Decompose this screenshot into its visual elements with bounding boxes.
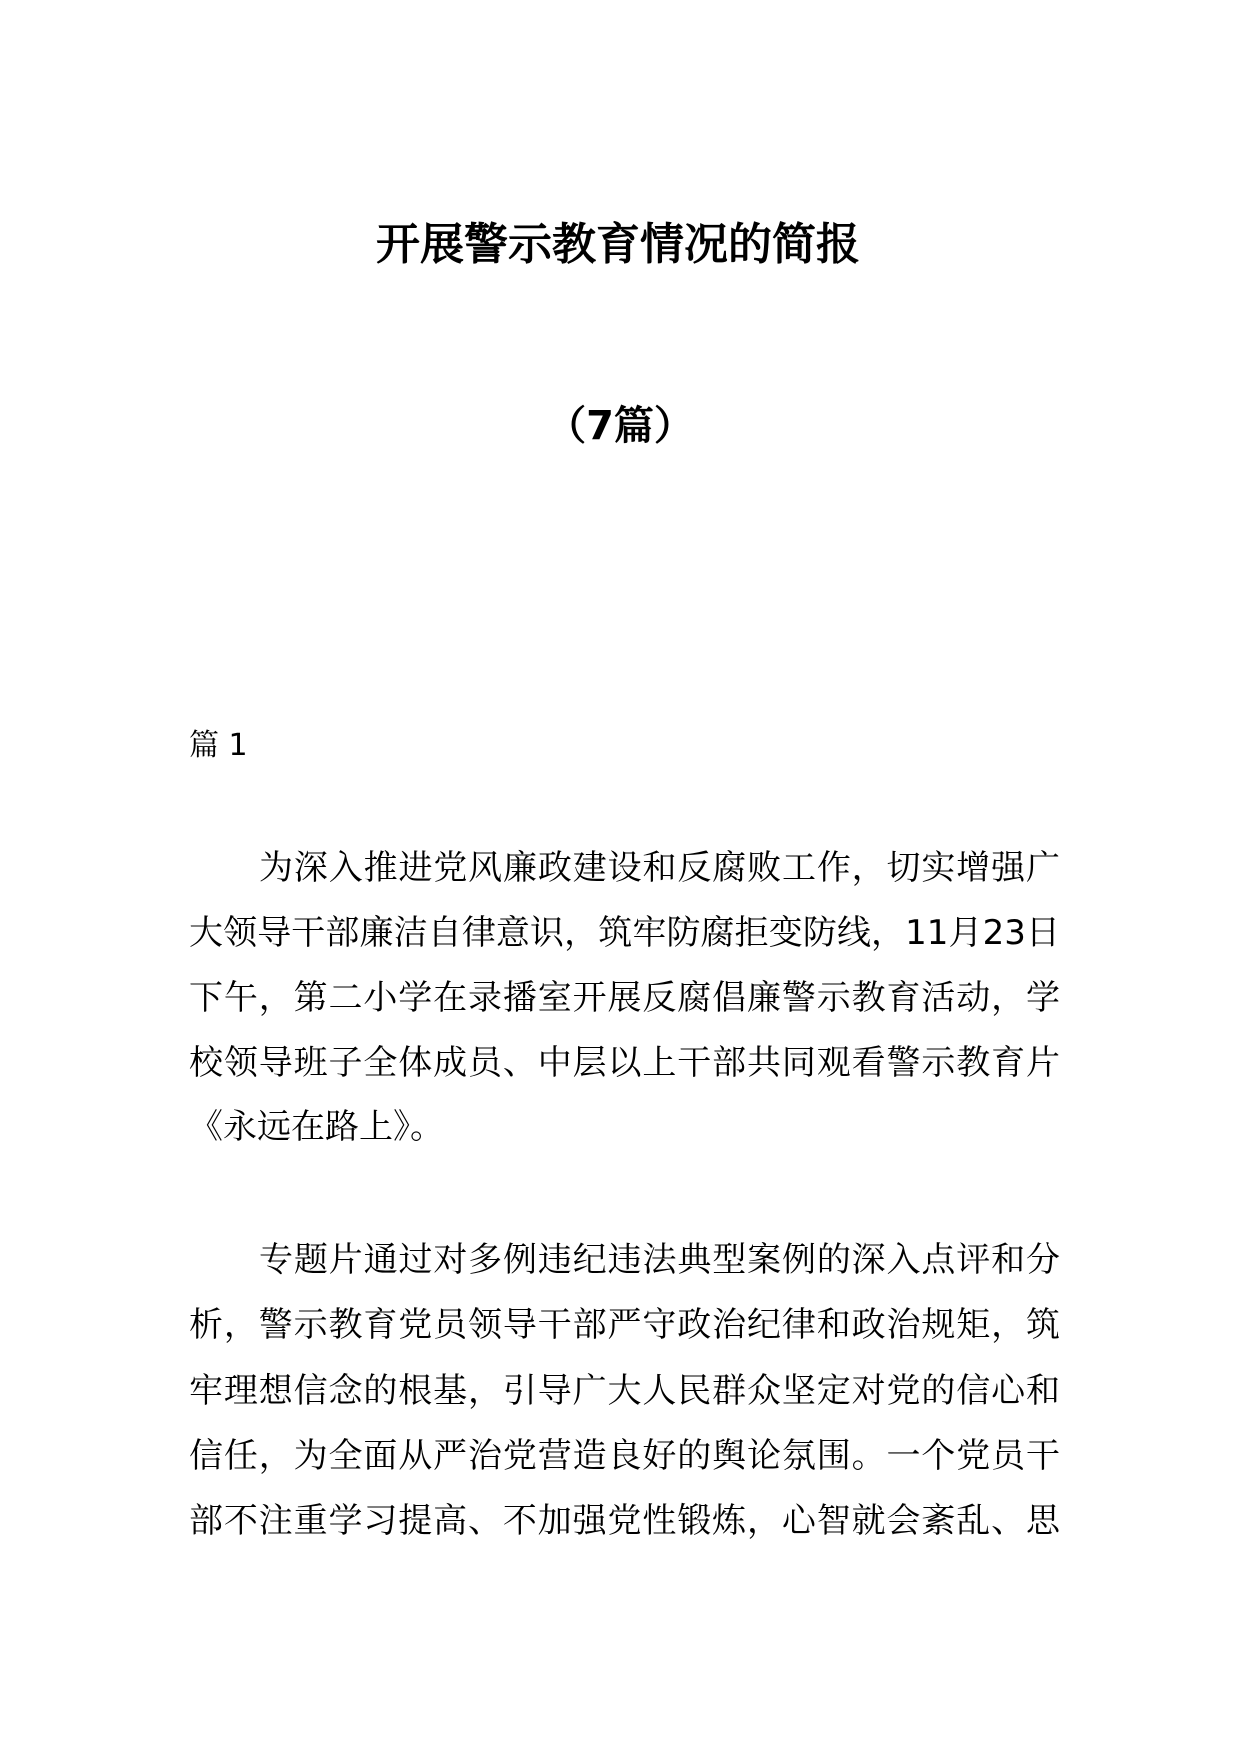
document-subtitle: （7篇） (546, 403, 694, 449)
text-line: 部不注重学习提高、不加强党性锻炼，心智就会紊乱、思 (189, 1501, 1060, 1541)
text-line: 专题片通过对多例违纪违法典型案例的深入点评和分 (259, 1240, 1060, 1280)
text-line: 为深入推进党风廉政建设和反腐败工作，切实增强广 (259, 848, 1060, 888)
text-line: 大领导干部廉洁自律意识，筑牢防腐拒变防线，11月23日 (189, 913, 1060, 953)
section-label: 篇 1 (189, 728, 248, 763)
text-line: 信任，为全面从严治党营造良好的舆论氛围。一个党员干 (189, 1436, 1060, 1476)
text-line: 校领导班子全体成员、中层以上干部共同观看警示教育片 (189, 1043, 1060, 1083)
text-line: 牢理想信念的根基，引导广大人民群众坚定对党的信心和 (189, 1371, 1060, 1411)
text-line: 《永远在路上》。 (189, 1107, 444, 1147)
document-title: 开展警示教育情况的简报 (376, 219, 860, 270)
text-line: 析，警示教育党员领导干部严守政治纪律和政治规矩，筑 (189, 1305, 1060, 1345)
text-line: 下午，第二小学在录播室开展反腐倡廉警示教育活动，学 (189, 978, 1060, 1018)
